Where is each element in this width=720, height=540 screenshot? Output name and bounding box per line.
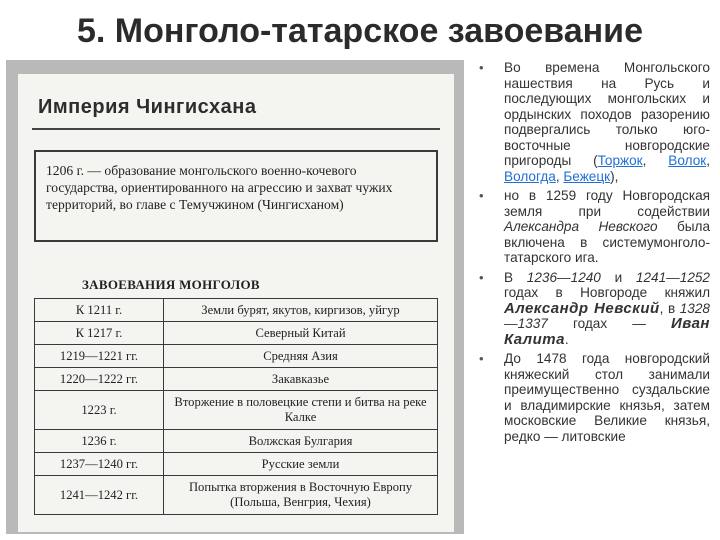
- conquest-event: Северный Китай: [164, 322, 438, 345]
- conquest-event: Русские земли: [164, 453, 438, 476]
- slide-title: 5. Монголо-татарское завоевание: [77, 12, 643, 50]
- conquest-date: 1236 г.: [35, 430, 164, 453]
- heading-divider: [32, 128, 440, 130]
- conquest-date: К 1217 г.: [35, 322, 164, 345]
- scan-heading: Империя Чингисхана: [38, 96, 257, 118]
- conquest-event: Вторжение в половецкие степи и битва на реке Калке: [164, 391, 438, 430]
- conquests-table: [34, 298, 438, 515]
- conquest-event: Земли бурят, якутов, киргизов, уйгур: [164, 299, 438, 322]
- table-row: [35, 368, 438, 391]
- years-1: 1236—1240: [526, 269, 601, 285]
- emphasis-name: Александра Невского: [504, 219, 658, 234]
- bullet-item-4: [476, 351, 710, 444]
- bullet-text: Во времена Монгольского нашествия на Русь и последующих монгольских и ордынских походов разорению подвергались только юго-восточные новгородские пригороды (: [504, 60, 710, 168]
- conquest-date: 1237—1240 гг.: [35, 453, 164, 476]
- table-row: [35, 391, 438, 430]
- conquest-date: К 1211 г.: [35, 299, 164, 322]
- conquest-date: 1219—1221 гг.: [35, 345, 164, 368]
- bullet-item-1: • Во времена Монгольского нашествия на Русь и последующих монгольских и ордынских походов разорению подвергались только юго-восточные новгородские пригороды (Торжок, Волок, Вологда, Бежецк),: [479, 60, 710, 184]
- bullet-dot: •: [479, 188, 484, 203]
- table-row: [35, 322, 438, 345]
- bullet-text: но в 1259 году Новгородская земля при содействии: [504, 188, 710, 219]
- emphasis-name: Александр Невский: [504, 299, 660, 317]
- bullet-dot: •: [479, 60, 484, 75]
- conquests-heading: ЗАВОЕВАНИЯ МОНГОЛОВ: [82, 277, 260, 292]
- conquest-event: Попытка вторжения в Восточную Европу (Польша, Венгрия, Чехия): [164, 476, 438, 515]
- conquest-date: 1241—1242 гг.: [35, 476, 164, 515]
- conquest-date: 1223 г.: [35, 391, 164, 430]
- conquest-date: 1220—1222 гг.: [35, 368, 164, 391]
- conquest-event: Средняя Азия: [164, 345, 438, 368]
- table-row: [35, 299, 438, 322]
- bullet-text: До 1478 года новгородский княжеский стол занимали преимущественно суздальские и владимирские князья, затем московские Великие князья, редко — литовские: [504, 351, 710, 444]
- link-vologda[interactable]: Вологда: [504, 168, 556, 184]
- bullet-dot: •: [479, 351, 484, 366]
- bullet-list: [476, 60, 710, 448]
- link-volok[interactable]: Волок: [668, 153, 707, 168]
- bullet-item-2: • но в 1259 году Новгородская земля при содействии Александра Невского была включена в системумонголо-татарского ига.: [479, 188, 711, 265]
- conquest-event: Закавказье: [164, 368, 438, 391]
- years-3: 1328—1337: [504, 300, 710, 331]
- link-bezhetsk[interactable]: Бежецк: [563, 168, 611, 184]
- conquest-event: Волжская Булгария: [164, 430, 438, 453]
- bullet-dot: •: [479, 269, 484, 285]
- table-row: [35, 430, 438, 453]
- link-torzhok[interactable]: Торжок: [597, 153, 643, 168]
- table-row: [35, 345, 438, 368]
- emphasis-name: Иван Калита: [504, 315, 710, 348]
- bullet-text: В: [504, 269, 527, 285]
- table-row: [35, 453, 438, 476]
- scanned-textbook-image: [6, 60, 464, 534]
- table-row: [35, 476, 438, 515]
- years-2: 1241—1252: [635, 269, 710, 285]
- founding-box: 1206 г. — образование монгольского военно-кочевого государства, ориентированного на агрессию и захват чужих территорий, во главе с Темучжином (Чингисханом): [34, 150, 438, 242]
- bullet-item-3: • В 1236—1240 и 1241—1252 годах в Новгороде княжил Александр Невский, в 1328—1337 годах — Иван Калита.: [479, 269, 710, 348]
- scan-paper: [18, 74, 454, 532]
